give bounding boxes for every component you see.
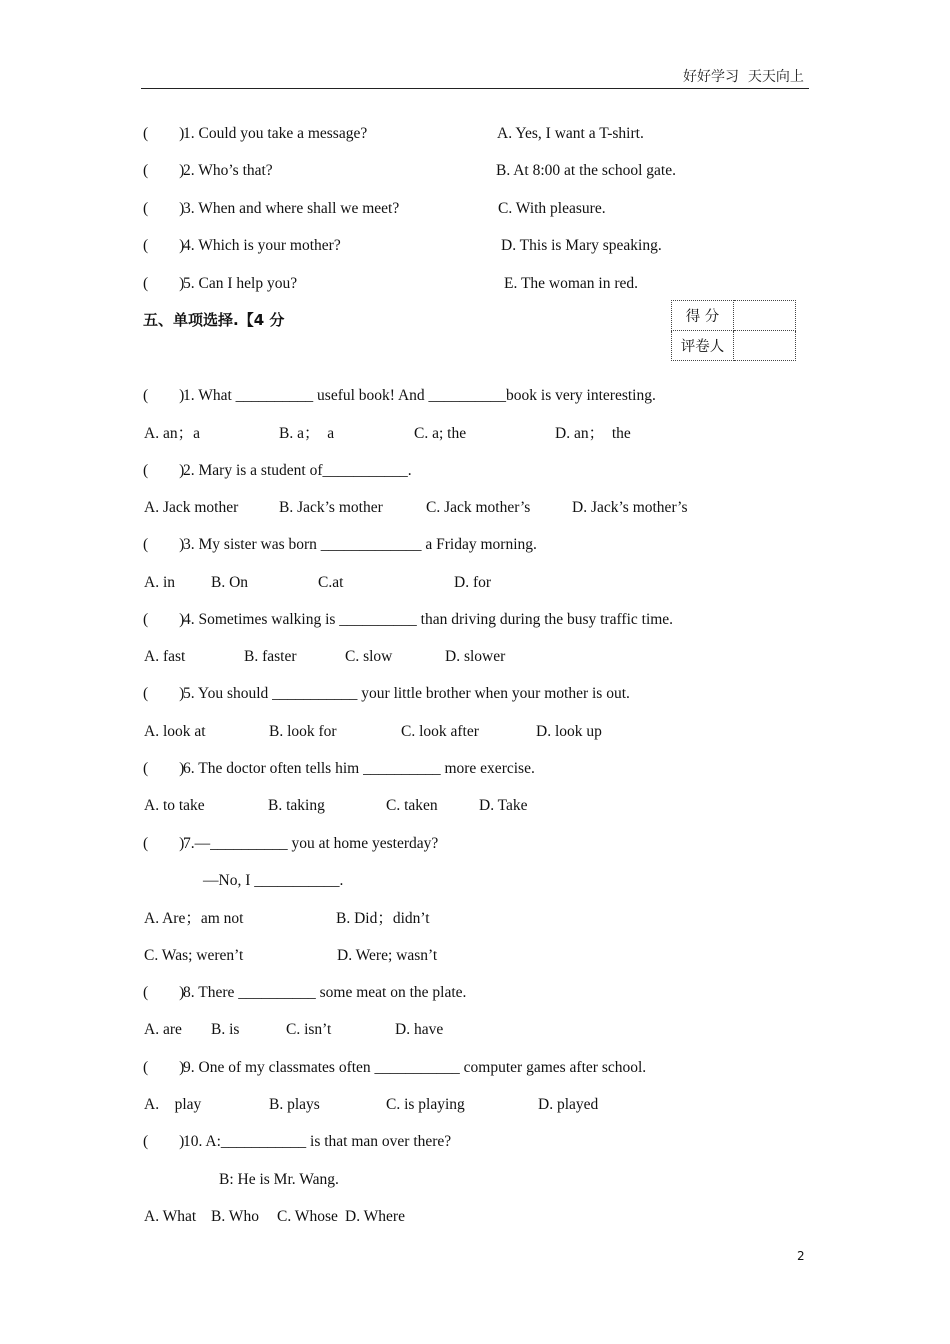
- option: A. play: [144, 1096, 202, 1113]
- option: B. look for: [269, 723, 337, 740]
- answer-bracket[interactable]: ( ): [143, 835, 185, 852]
- header-divider: [141, 88, 809, 89]
- answer-bracket[interactable]: ( ): [143, 685, 185, 702]
- answer-bracket[interactable]: ( ): [143, 536, 185, 553]
- option: A. an；a: [144, 425, 200, 442]
- answer-bracket[interactable]: ( ): [143, 162, 185, 179]
- option: C. isn’t: [286, 1021, 332, 1038]
- question-text: 9. One of my classmates often ___________ computer games after school.: [183, 1059, 647, 1076]
- option: B. faster: [244, 648, 297, 665]
- score-table: [671, 300, 796, 361]
- option: B. Jack’s mother: [279, 499, 383, 516]
- matching-question: 4. Which is your mother?: [183, 237, 341, 254]
- option: C. Whose: [277, 1208, 338, 1225]
- page-header-text: 好好学习 天天向上: [683, 69, 804, 85]
- option: C. taken: [386, 797, 438, 814]
- option: D. slower: [445, 648, 506, 665]
- question-text: 8. There __________ some meat on the plate.: [183, 984, 467, 1001]
- option: B. is: [211, 1021, 240, 1038]
- page-number: 2: [797, 1249, 805, 1263]
- question-text: 6. The doctor often tells him __________ more exercise.: [183, 760, 535, 777]
- question-text: 10. A:___________ is that man over there?: [183, 1133, 452, 1150]
- option: A. are: [144, 1021, 182, 1038]
- question-reply-line: B: He is Mr. Wang.: [219, 1171, 339, 1188]
- option: A. Are；am not: [144, 910, 244, 927]
- question-text: 1. What __________ useful book! And __________book is very interesting.: [183, 387, 656, 404]
- option: D. Were; wasn’t: [337, 947, 438, 964]
- option: B. Who: [211, 1208, 259, 1225]
- question-text: 2. Mary is a student of___________.: [183, 462, 412, 479]
- option: B. plays: [269, 1096, 320, 1113]
- option: D. Where: [345, 1208, 405, 1225]
- section-title: 五、单项选择.【4 分: [143, 311, 285, 329]
- question-text: 5. You should ___________ your little brother when your mother is out.: [183, 685, 630, 702]
- option: D. look up: [536, 723, 602, 740]
- score-label: 得 分: [672, 301, 734, 331]
- answer-bracket[interactable]: ( ): [143, 387, 185, 404]
- matching-question: 1. Could you take a message?: [183, 125, 368, 142]
- option: C.at: [318, 574, 344, 591]
- answer-bracket[interactable]: ( ): [143, 275, 185, 292]
- grader-label: 评卷人: [672, 331, 734, 361]
- matching-question: 2. Who’s that?: [183, 162, 273, 179]
- option: B. Did；didn’t: [336, 910, 430, 927]
- question-text: 7.—__________ you at home yesterday?: [183, 835, 439, 852]
- answer-bracket[interactable]: ( ): [143, 760, 185, 777]
- option: D. have: [395, 1021, 444, 1038]
- option: A. Jack mother: [144, 499, 239, 516]
- option: A. to take: [144, 797, 205, 814]
- matching-question: 3. When and where shall we meet?: [183, 200, 400, 217]
- matching-question: 5. Can I help you?: [183, 275, 298, 292]
- option: D. an； the: [555, 425, 631, 442]
- answer-bracket[interactable]: ( ): [143, 1133, 185, 1150]
- question-text: 4. Sometimes walking is __________ than driving during the busy traffic time.: [183, 611, 674, 628]
- matching-answer: B. At 8:00 at the school gate.: [496, 162, 676, 179]
- matching-answer: C. With pleasure.: [498, 200, 606, 217]
- answer-bracket[interactable]: ( ): [143, 200, 185, 217]
- option: D. played: [538, 1096, 599, 1113]
- answer-bracket[interactable]: ( ): [143, 462, 185, 479]
- grader-cell[interactable]: [734, 331, 796, 361]
- option: A. fast: [144, 648, 186, 665]
- option: D. for: [454, 574, 492, 591]
- option: A. look at: [144, 723, 206, 740]
- answer-bracket[interactable]: ( ): [143, 1059, 185, 1076]
- question-reply-line: —No, I ___________.: [203, 872, 344, 889]
- answer-bracket[interactable]: ( ): [143, 237, 185, 254]
- answer-bracket[interactable]: ( ): [143, 984, 185, 1001]
- option: C. slow: [345, 648, 393, 665]
- option: D. Take: [479, 797, 528, 814]
- option: C. is playing: [386, 1096, 465, 1113]
- matching-answer: E. The woman in red.: [504, 275, 639, 292]
- matching-answer: A. Yes, I want a T-shirt.: [497, 125, 644, 142]
- answer-bracket[interactable]: ( ): [143, 611, 185, 628]
- option: B. a； a: [279, 425, 335, 442]
- option: A. What: [144, 1208, 197, 1225]
- option: D. Jack’s mother’s: [572, 499, 688, 516]
- question-text: 3. My sister was born _____________ a Friday morning.: [183, 536, 537, 553]
- score-cell[interactable]: [734, 301, 796, 331]
- matching-answer: D. This is Mary speaking.: [501, 237, 662, 254]
- option: C. a; the: [414, 425, 467, 442]
- option: C. Was; weren’t: [144, 947, 244, 964]
- answer-bracket[interactable]: ( ): [143, 125, 185, 142]
- option: A. in: [144, 574, 175, 591]
- option: B. On: [211, 574, 249, 591]
- option: C. Jack mother’s: [426, 499, 531, 516]
- option: B. taking: [268, 797, 325, 814]
- option: C. look after: [401, 723, 479, 740]
